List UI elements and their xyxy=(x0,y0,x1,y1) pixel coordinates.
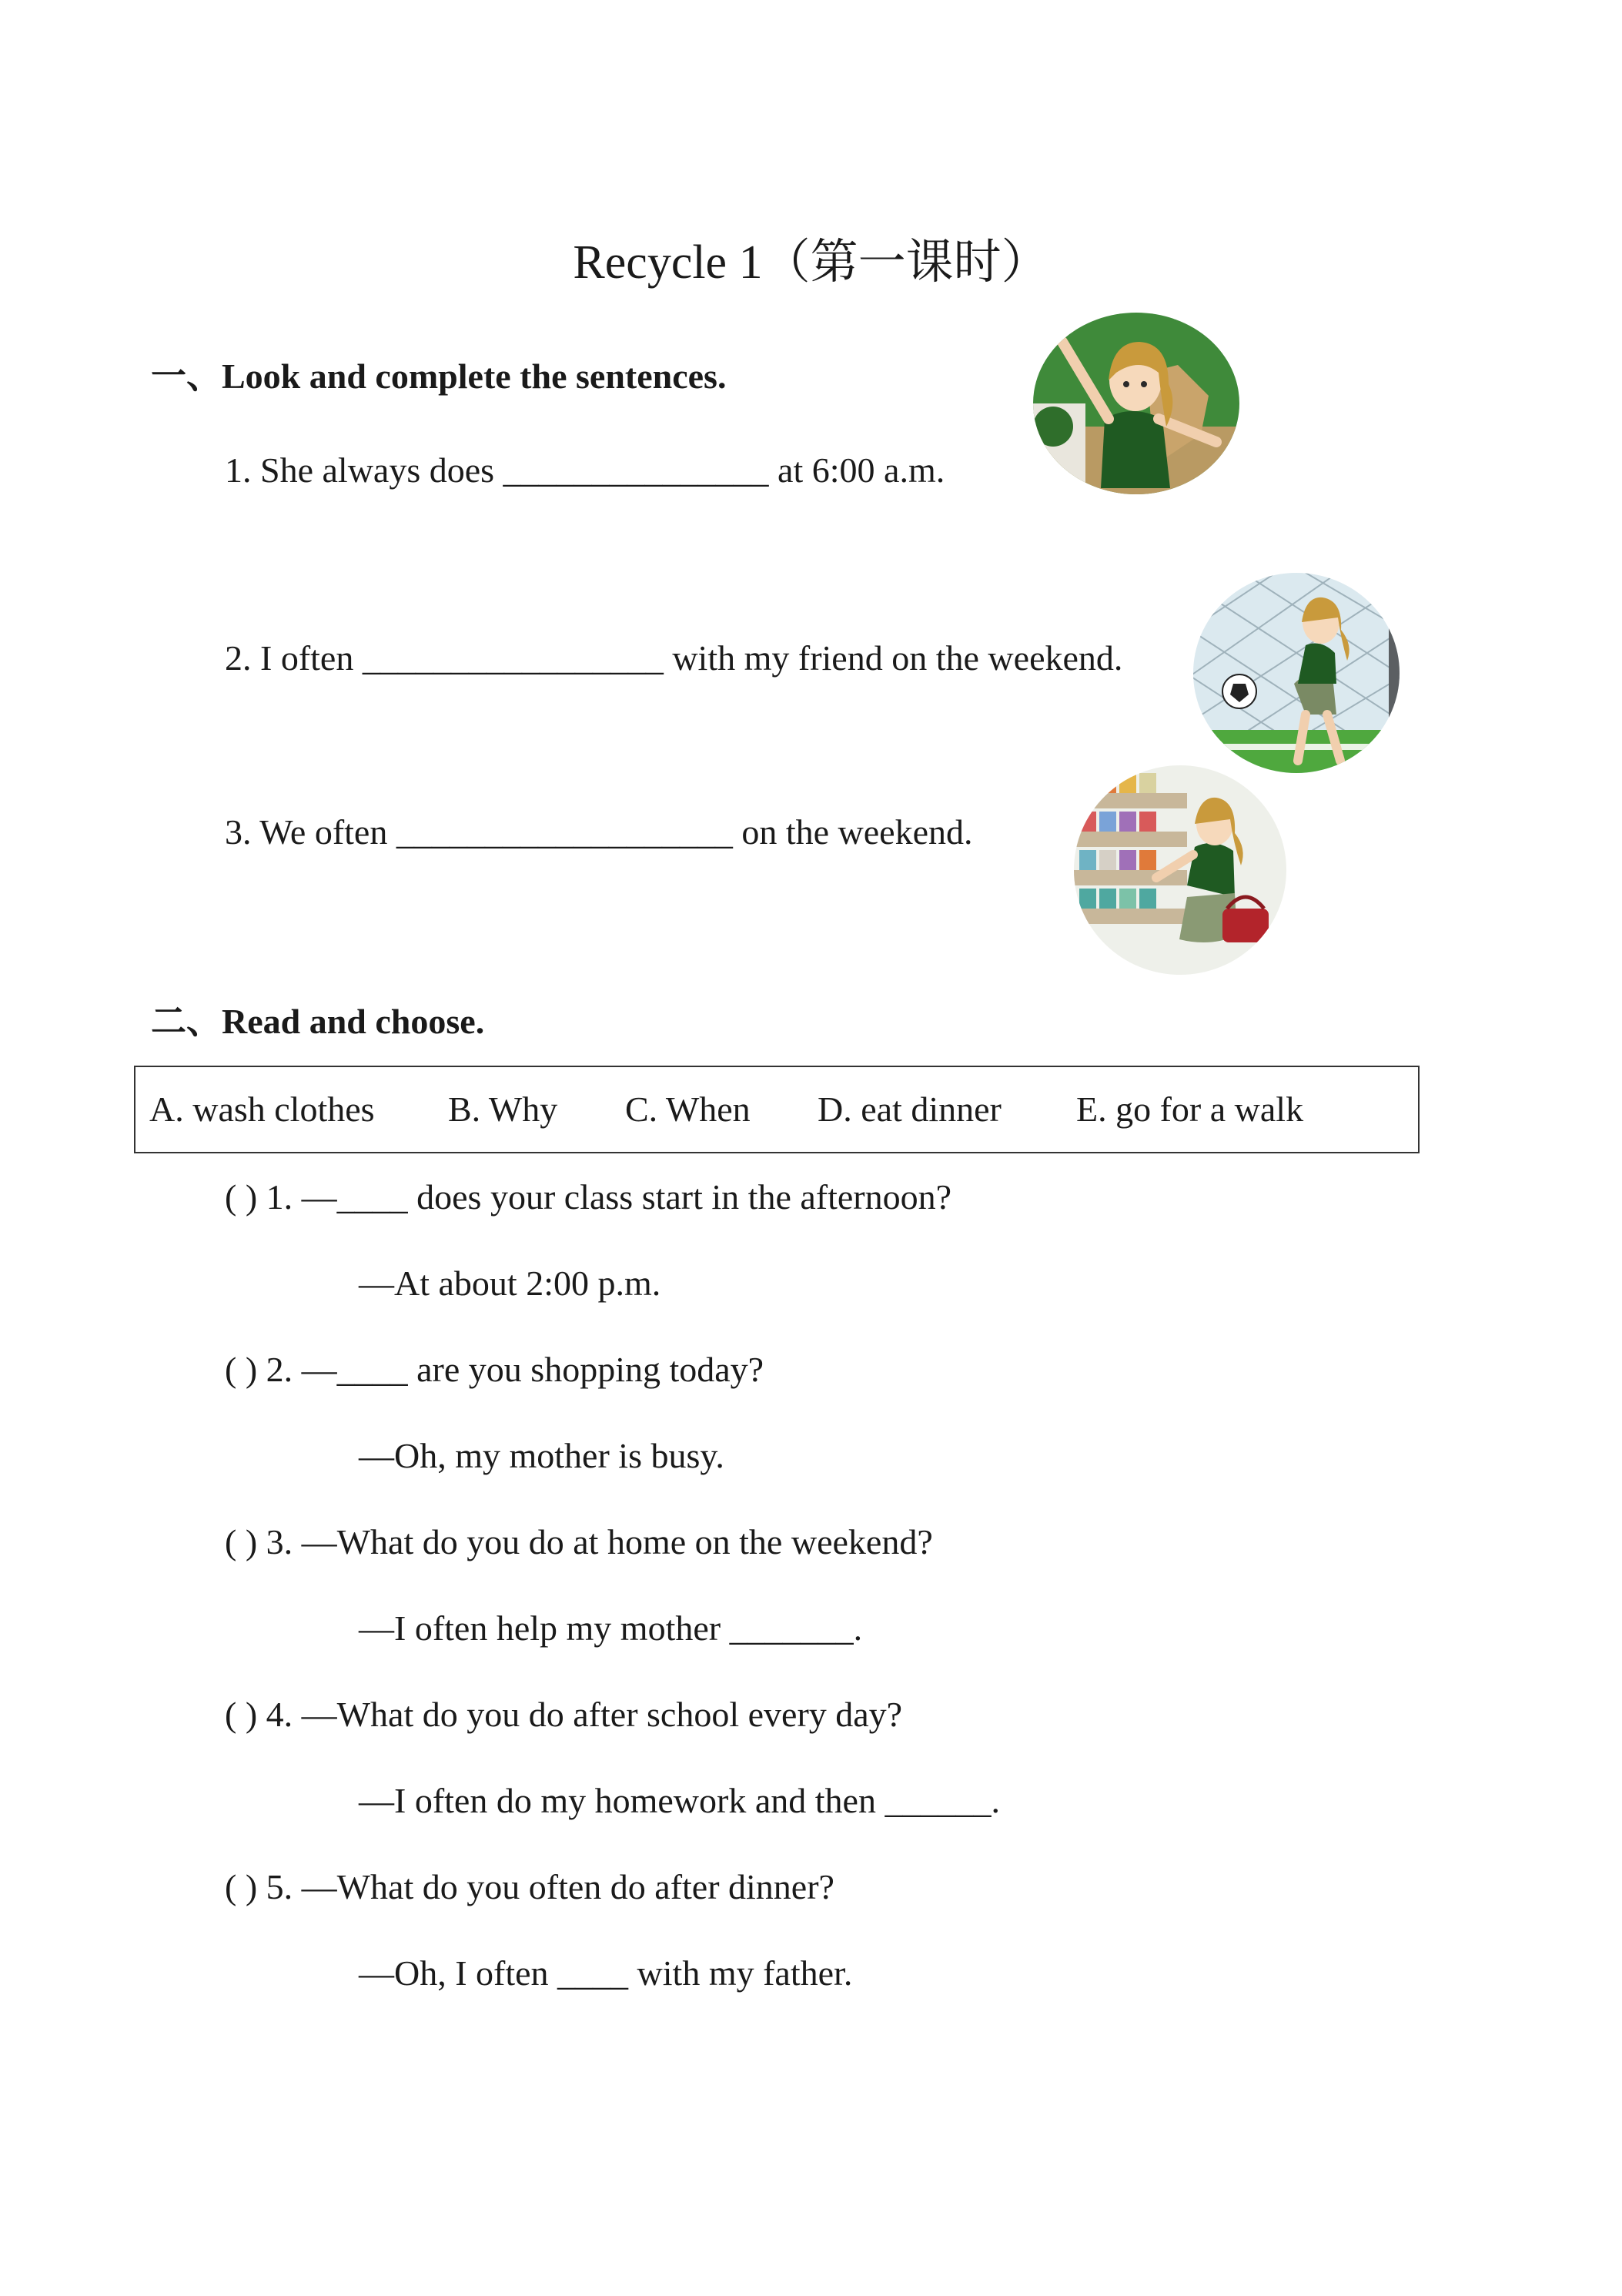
page-title: Recycle 1（第一课时） xyxy=(573,236,1049,289)
answer-blank[interactable]: ( ) xyxy=(225,1350,258,1389)
section1-heading: 一、Look and complete the sentences. xyxy=(151,356,727,396)
question-text: 3. —What do you do at home on the weekend? xyxy=(266,1522,933,1561)
answer-text: —I often do my homework and then ______. xyxy=(359,1781,1000,1820)
question-row xyxy=(225,1521,933,1562)
question-text: 2. —____ are you shopping today? xyxy=(266,1350,764,1389)
option-e: E. go for a walk xyxy=(1076,1089,1304,1129)
question-row xyxy=(225,1694,902,1735)
section1-item-2: 2. I often _________________ with my friend on the weekend. xyxy=(225,638,1123,678)
question-text: 1. —____ does your class start in the afternoon? xyxy=(266,1177,952,1217)
answer-blank[interactable]: ( ) xyxy=(225,1177,258,1217)
answer-text: —Oh, my mother is busy. xyxy=(359,1436,724,1475)
section1-item-1: 1. She always does _______________ at 6:00 a.m. xyxy=(225,450,945,490)
section2-heading: 二、Read and choose. xyxy=(151,1002,485,1041)
answer-text: —Oh, I often ____ with my father. xyxy=(359,1953,853,1993)
option-d: D. eat dinner xyxy=(818,1089,1002,1129)
option-a: A. wash clothes xyxy=(149,1089,375,1129)
morning-exercise-illustration xyxy=(1032,311,1241,496)
play-football-illustration xyxy=(1190,568,1403,776)
answer-text: —At about 2:00 p.m. xyxy=(359,1263,661,1303)
question-text: 5. —What do you often do after dinner? xyxy=(266,1867,834,1906)
question-row xyxy=(225,1349,764,1390)
answer-blank[interactable]: ( ) xyxy=(225,1867,258,1906)
question-row xyxy=(225,1866,834,1907)
question-row xyxy=(225,1176,951,1217)
answer-blank[interactable]: ( ) xyxy=(225,1695,258,1734)
answer-text: —I often help my mother _______. xyxy=(359,1608,863,1648)
question-text: 4. —What do you do after school every day? xyxy=(266,1695,903,1734)
option-c: C. When xyxy=(625,1089,751,1129)
word-bank-box xyxy=(134,1066,1420,1153)
go-shopping-illustration xyxy=(1072,762,1289,978)
section1-item-3: 3. We often ___________________ on the weekend. xyxy=(225,812,973,852)
answer-blank[interactable]: ( ) xyxy=(225,1522,258,1561)
option-b: B. Why xyxy=(448,1089,558,1129)
